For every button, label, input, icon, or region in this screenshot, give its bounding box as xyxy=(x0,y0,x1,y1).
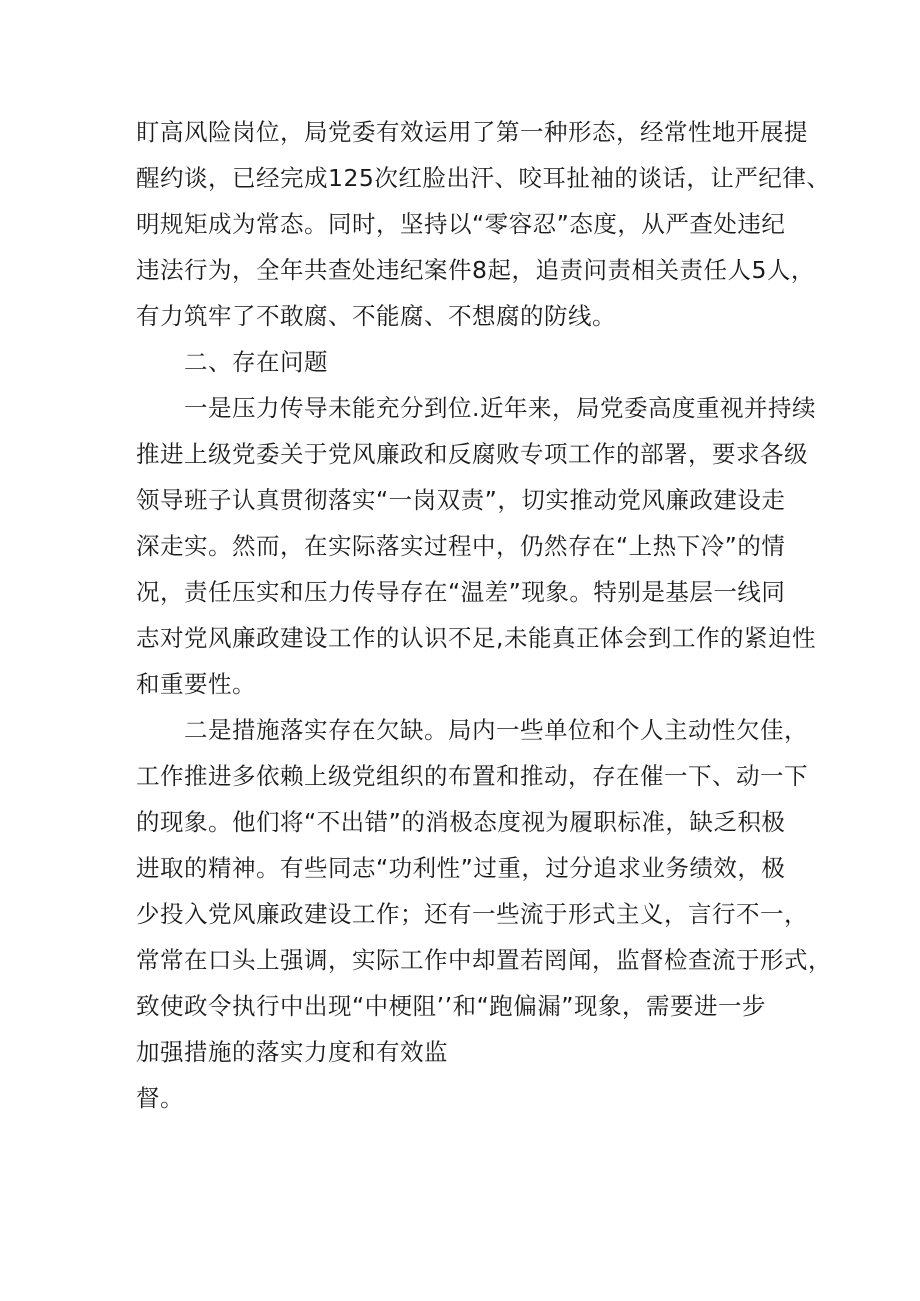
text-line: 深走实。然而，在实际落实过程中，仍然存在“上热下冷”的情 xyxy=(136,532,786,560)
text-line: 有力筑牢了不敢腐、不能腐、不想腐的防线。 xyxy=(136,302,616,330)
text-line: 进取的精神。有些同志“功利性”过重，过分追求业务绩效，极 xyxy=(136,854,786,882)
paragraph-start: 一是压力传导未能充分到位.近年来，局党委高度重视并持续 xyxy=(184,394,816,422)
document-body xyxy=(136,109,832,1121)
text-line: 和重要性。 xyxy=(136,670,256,698)
text-line: 况，责任压实和压力传导存在“温差”现象。特别是基层一线同 xyxy=(136,578,786,606)
section-heading: 二、存在问题 xyxy=(184,348,328,376)
text-line: 的现象。他们将“不出错”的消极态度视为履职标准，缺乏积极 xyxy=(136,808,786,836)
text-line: 工作推进多依赖上级党组织的布置和推动，存在催一下、动一下 xyxy=(136,762,808,790)
text-line: 推进上级党委关于党风廉政和反腐败专项工作的部署，要求各级 xyxy=(136,440,808,468)
text-line: 督。 xyxy=(136,1084,184,1112)
text-line: 常常在口头上强调，实际工作中却置若罔闻，监督检查流于形式， xyxy=(136,946,832,974)
text-line: 致使政令执行中出现“中梗阻’’和“跑偏漏”现象，需要进一步 xyxy=(136,992,766,1020)
text-line: 盯高风险岗位，局党委有效运用了第一种形态，经常性地开展提 xyxy=(136,118,808,146)
text-line: 明规矩成为常态。同时，坚持以“零容忍”态度，从严查处违纪 xyxy=(136,210,786,238)
text-line: 醒约谈，已经完成125次红脸出汗、咬耳扯袖的谈话，让严纪律、 xyxy=(136,164,831,192)
text-line: 加强措施的落实力度和有效监 xyxy=(136,1038,448,1066)
text-line: 少投入党风廉政建设工作；还有一些流于形式主义，言行不一， xyxy=(136,900,808,928)
text-line: 违法行为，全年共查处违纪案件8起，追责问责相关责任人5人， xyxy=(136,256,815,284)
text-line: 志对党风廉政建设工作的认识不足,未能真正体会到工作的紧迫性 xyxy=(136,624,816,652)
text-line: 领导班子认真贯彻落实“一岗双责”，切实推动党风廉政建设走 xyxy=(136,486,786,514)
paragraph-start: 二是措施落实存在欠缺。局内一些单位和个人主动性欠佳， xyxy=(184,716,808,744)
